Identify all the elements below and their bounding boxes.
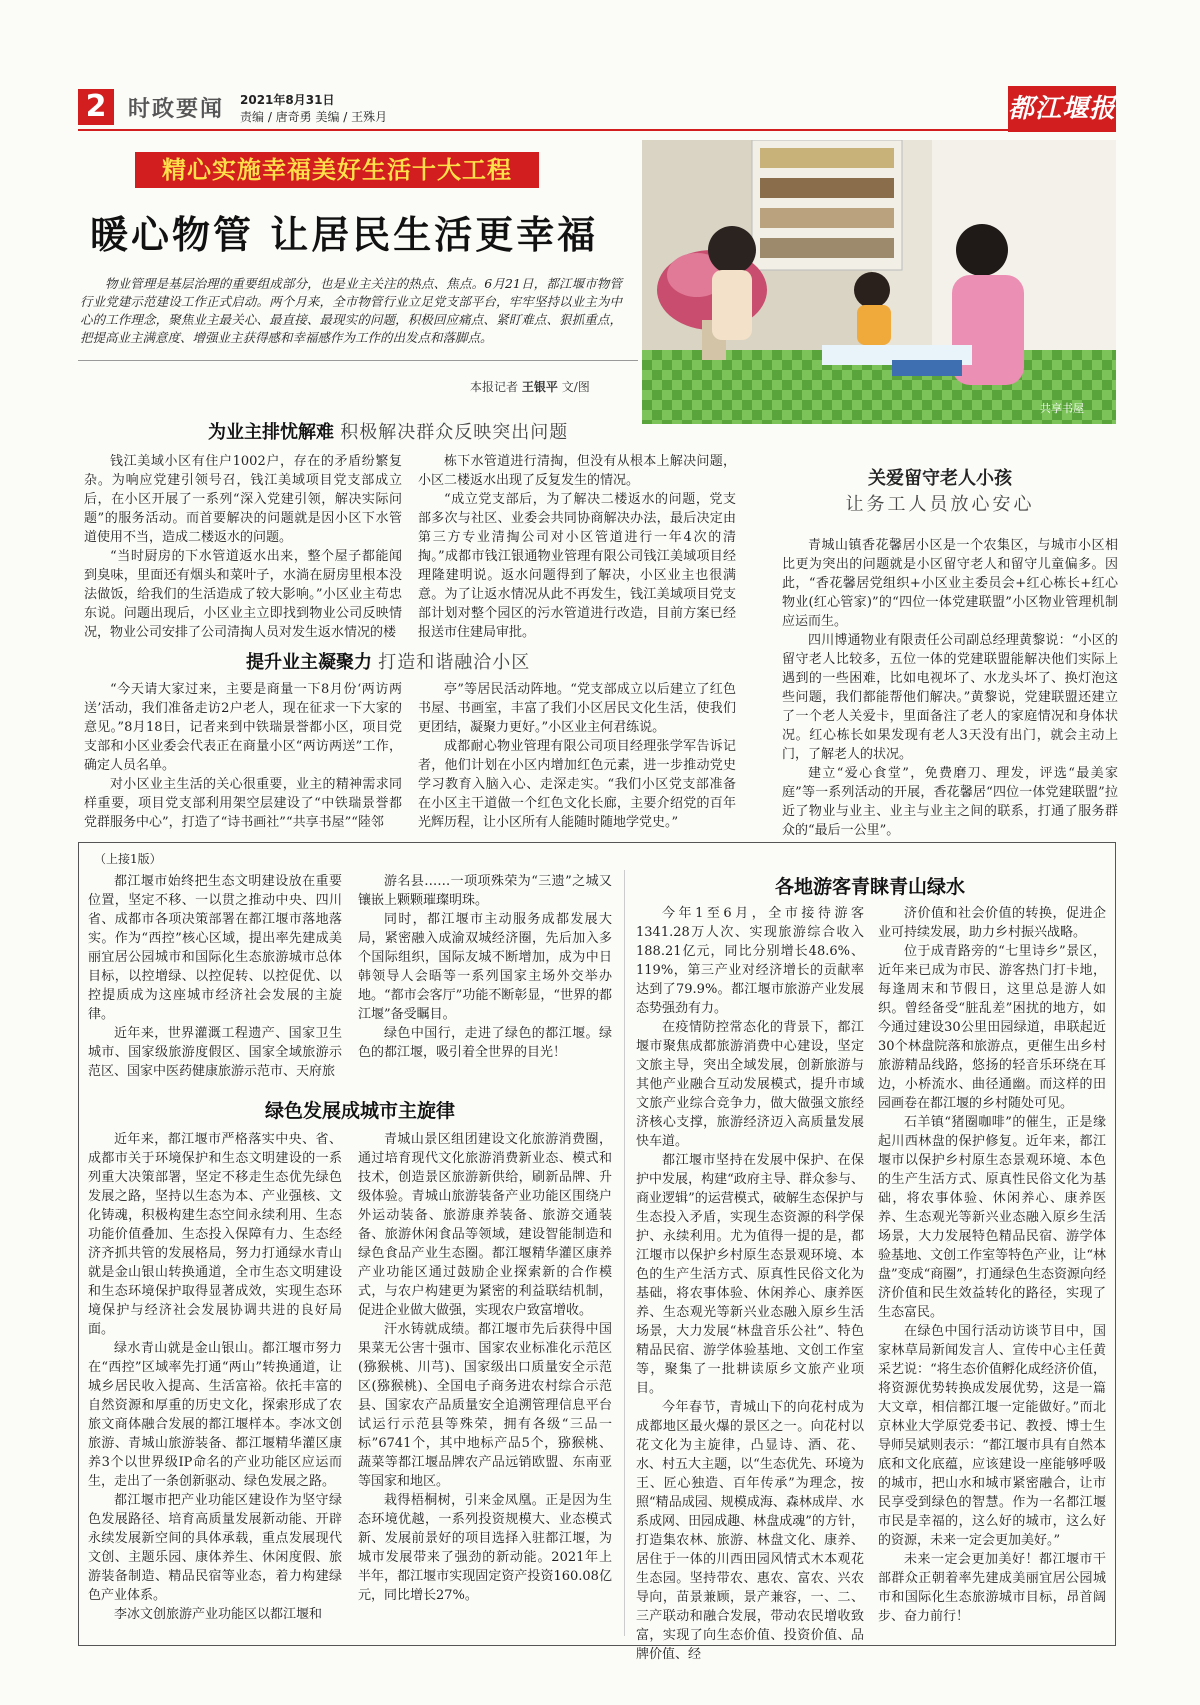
paragraph: 建立“爱心食堂”，免费磨刀、理发，评选“最美家庭”等一系列活动的开展，香花馨居“四位一体党建联盟”拉近了物业与业主、业主与业主之间的联系，打通了服务群众的“最后一公里”。 xyxy=(782,766,1118,838)
paragraph: 今年1至6月，全市接待游客1341.28万人次、实现旅游综合收入188.21亿元，同比分别增长48.6%、119%，第三产业对经济增长的贡献率达到了79.9%。都江堰市旅游产业发展态势强劲有力。 xyxy=(636,906,864,1016)
paragraph: 今年春节，青城山下的向花村成为成都地区最火爆的景区之一。向花村以花文化为主旋律，凸显诗、酒、花、水、村五大主题，以“生态优先、环境为王、匠心独造、百年传承”为理念，按照“精品成园、规模成海、森林成岸、水系成网、田园成趣、林盘成魂”的方针，打造集农林、旅游、林盘文化、康养、居住于一体的川西田园风情式木本观花生态园。坚持带农、惠农、富农、兴农导向，苗景兼顾，景产兼容，一、二、三产联动和融合发展，带动农民增收致富，实现了向生态价值、投资价值、品牌价值、经 xyxy=(636,1400,864,1662)
subhead-cohesion-rest: 打造和谐融洽小区 xyxy=(378,652,531,673)
paragraph: 位于成青路旁的“七里诗乡”景区，近年来已成为市民、游客热门打卡地，每逢周末和节假日，这里总是游人如织。曾经备受“脏乱差”困扰的地方，如今通过建设30公里田园绿道，串联起近30个林盘院落和旅游点，更催生出乡村旅游精品线路，悠扬的轻音乐环绕在耳边，小桥流水、曲径通幽。而这样的田园画卷在都江堰的乡村随处可见。 xyxy=(878,944,1106,1111)
paragraph: 成都耐心物业管理有限公司项目经理张学军告诉记者，他们计划在小区内增加红色元素，进一步推动党史学习教育入脑入心、走深走实。“我们小区党支部准备在小区主干道做一个红色文化长廊，主要介绍党的百年光辉历程，让小区所有人能随时随地学党史。” xyxy=(418,739,736,830)
paragraph: 栽得梧桐树，引来金凤凰。正是因为生态环境优越，一系列投资规模大、业态模式新、发展前景好的项目选择入驻都江堰，为城市发展带来了强劲的新动能。2021年上半年，都江堰市实现固定资产投资160.08亿元，同比增长27%。 xyxy=(358,1493,612,1603)
article-col-2 xyxy=(418,452,736,642)
paragraph: 近年来，世界灌溉工程遗产、国家卫生城市、国家级旅游度假区、国家全域旅游示范区、国家中医药健康旅游示范市、天府旅 xyxy=(88,1026,342,1079)
paragraph: “成立党支部后，为了解决二楼返水的问题，党支部多次与社区、业委会共同协商解决办法，最后决定由第三方专业清掏公司对小区管道进行一年4次的清掏。”成都市钱江银通物业管理有限公司钱江美域项目经理隆建明说。返水问题得到了解决，小区业主也很满意。为了让返水情况从此不再发生，钱江美域项目党支部计划对整个园区的污水管道进行改造，目前方案已经报送市住建局审批。 xyxy=(418,492,736,640)
paragraph: “当时厨房的下水管道返水出来，整个屋子都能闻到臭味，里面还有烟头和菜叶子，水淌在厨房里根本没法做饭，给我们的生活造成了较大影响。”小区业主苟忠东说。问题出现后，小区业主立即找到物业公司反映情况，物业公司安排了公司清掏人员对发生返水情况的楼 xyxy=(84,549,402,640)
sidebar-text xyxy=(782,536,1118,840)
paragraph: 石羊镇“猪圈咖啡”的催生，正是缘起川西林盘的保护修复。近年来，都江堰市以保护乡村原生态景观环境、本色的生产生活方式、原真性民俗文化为基础，将农事体验、休闲养心、康养医养、生态观光等新兴业态融入原乡生活场景，大力发展特色精品民宿、游学体验基地、文创工作室等特色产业，让“林盘”变成“商圈”，打通绿色生态资源向经济价值和民生效益转化的路径，实现了生态富民。 xyxy=(878,1115,1106,1320)
tourism-col-1 xyxy=(636,904,864,1664)
paragraph: 对小区业主生活的关心很重要，业主的精神需求同样重要，项目党支部利用架空层建设了“中铁瑞景誉都党群服务中心”，打造了“诗书画社”“共享书屋”“陸邻 xyxy=(84,777,402,830)
newspaper-logo: 都江堰报 xyxy=(1008,86,1116,132)
paragraph: 都江堰市始终把生态文明建设放在重要位置，坚定不移、一以贯之推动中央、四川省、成都市各项决策部署在都江堰市落地落实。作为“西控”核心区域，提出率先建成美丽宜居公园城市和国际化生态旅游城市总体目标，以控增绿、以控促转、以控促优、以控提质成为这座城市经济社会发展的主旋律。 xyxy=(88,874,342,1022)
paragraph: 绿色中国行，走进了绿色的都江堰。绿色的都江堰，吸引着全世界的目光！ xyxy=(358,1026,612,1060)
paragraph: 亭”等居民活动阵地。“党支部成立以后建立了红色书屋、书画室，丰富了我们小区居民文化生活，使我们更团结，凝聚力更好。”小区业主何君练说。 xyxy=(418,682,736,735)
story-photo xyxy=(642,140,1116,424)
page-number: 2 xyxy=(78,89,114,125)
tourism-headline: 各地游客青睐青山绿水 xyxy=(774,876,965,898)
paragraph: 未来一定会更加美好！都江堰市干部群众正朝着率先建成美丽宜居公园城市和国际化生态旅游城市目标，昂首阔步、奋力前行！ xyxy=(878,1552,1106,1624)
paragraph: 钱江美域小区有住户1002户，存在的矛盾纷繁复杂。为响应党建引领号召，钱江美域项目党支部成立后，在小区开展了一系列“深入党建引领，解决实际问题”的服务活动。而首要解决的问题就是因小区下水管道使用不当，造成二楼返水的问题。 xyxy=(84,454,402,545)
main-headline: 暖心物管 让居民生活更幸福 xyxy=(90,212,599,257)
editor-credits: 责编 / 唐奇勇 美编 / 王殊月 xyxy=(240,110,388,124)
issue-date: 2021年8月31日 xyxy=(240,93,335,107)
intro-col-2 xyxy=(358,872,612,1062)
masthead-rule xyxy=(78,129,1116,131)
intro-col-1 xyxy=(88,872,342,1081)
subhead-solve-problems xyxy=(208,418,568,444)
section-title: 时政要闻 xyxy=(128,97,225,122)
feature-banner: 精心实施幸福美好生活十大工程 xyxy=(135,152,539,188)
column-divider xyxy=(624,870,625,1636)
byline-suffix: 文/图 xyxy=(561,380,590,394)
subhead-cohesion-main: 提升业主凝聚力 xyxy=(246,652,372,673)
green-col-1 xyxy=(88,1130,342,1624)
paragraph: 近年来，都江堰市严格落实中央、省、成都市关于环境保护和生态文明建设的一系列重大决策部署，坚定不移走生态优先绿色发展之路，坚持以生态为本、产业强核、文化铸魂，积极构建生态空间永续利用、生态功能价值叠加、生态投入保障有力、生态经济齐抓共管的发展格局，努力打通绿水青山就是金山银山转换通道，全市生态文明建设和生态环境保护取得显著成效，实现生态环境保护与经济社会发展协调共进的良好局面。 xyxy=(88,1132,342,1337)
byline-prefix: 本报记者 xyxy=(470,380,519,394)
tourism-col-2 xyxy=(878,904,1106,1626)
paragraph: 李冰文创旅游产业功能区以都江堰和 xyxy=(114,1607,323,1622)
article-col-1 xyxy=(84,452,402,642)
paragraph: 汗水铸就成绩。都江堰市先后获得中国果菜无公害十强市、国家农业标准化示范区(猕猴桃、川芎)、国家级出口质量安全示范区(猕猴桃)、全国电子商务进农村综合示范县、国家农产品质量安全追溯管理信息平台试运行示范县等殊荣，拥有各级“三品一标”6741个，其中地标产品5个，猕猴桃、蔬菜等都江堰品牌农产品远销欧盟、东南亚等国家和地区。 xyxy=(358,1322,612,1489)
byline xyxy=(470,378,590,395)
lead-paragraph: 物业管理是基层治理的重要组成部分，也是业主关注的热点、焦点。6月21日，都江堰市物管行业党建示范建设工作正式启动。两个月来，全市物管行业立足党支部平台，牢牢坚持以业主为中心的工作理念，聚焦业主最关心、最直接、最现实的问题，积极回应痛点、紧盯难点、狠抓重点，把提高业主满意度、增强业主获得感和幸福感作为工作的出发点和落脚点。 xyxy=(80,276,622,345)
paragraph: “今天请大家过来，主要是商量一下8月份‘两访两送’活动，我们准备走访2户老人，现在征求一下大家的意见。”8月18日，记者来到中铁瑞景誉都小区，项目党支部和小区业委会代表正在商量小区“两访两送”工作，确定人员名单。 xyxy=(84,682,402,773)
paragraph: 栋下水管道进行清掏，但没有从根本上解决问题，小区二楼返水出现了反复发生的情况。 xyxy=(418,454,736,488)
paragraph: 济价值和社会价值的转换，促进企业可持续发展，助力乡村振兴战略。 xyxy=(878,906,1106,940)
reading-room-illustration xyxy=(642,140,1116,424)
byline-author: 王银平 xyxy=(521,380,558,394)
article-col-3 xyxy=(84,680,402,832)
subhead-solve-main: 为业主排忧解难 xyxy=(208,422,334,443)
paragraph: 青城山景区组团建设文化旅游消费圈，通过培育现代文化旅游消费新业态、模式和技术，创造景区旅游新供给，刷新品牌、升级体验。青城山旅游装备产业功能区围绕户外运动装备、旅游康养装备、旅游交通装备、旅游休闲食品等领域，建设智能制造和绿色食品产业生态圈。都江堰精华灌区康养产业功能区通过鼓励企业探索新的合作模式，与农户构建更为紧密的利益联结机制，促进企业做大做强，实现农户致富增收。 xyxy=(358,1132,612,1318)
photo-caption: 共享书屋 xyxy=(1040,402,1084,415)
paragraph: 四川博通物业有限责任公司副总经理黄黎说：“小区的留守老人比较多，五位一体的党建联盟能解决他们实际上遇到的一些困难，比如电视坏了、水龙头坏了、换灯泡这些问题，我们都能帮他们解决。”黄黎说，党建联盟还建立了一个老人关爱卡，里面备注了老人的家庭情况和身体状况。红心栋长如果发现有老人3天没有出门，就会主动上门，了解老人的状况。 xyxy=(782,633,1118,762)
paragraph: 同时，都江堰市主动服务成都发展大局，紧密融入成渝双城经济圈，先后加入多个国际组织，国际友城不断增加，成为中日韩领导人会晤等一系列国家主场外交举办地。“都市会客厅”功能不断彰显，“世界的都江堰”备受瞩目。 xyxy=(358,912,612,1022)
paragraph: 都江堰市把产业功能区建设作为坚守绿色发展路径、培育高质量发展新动能、开辟永续发展新空间的具体承载，重点发展现代文创、主题乐园、康体养生、休闲度假、旅游装备制造、精品民宿等业态，着力构建绿色产业体系。 xyxy=(88,1493,342,1603)
article-col-4 xyxy=(418,680,736,832)
subhead-cohesion xyxy=(246,648,530,674)
lead-divider xyxy=(78,360,638,361)
green-col-2 xyxy=(358,1130,612,1605)
paragraph: 游名县……一项项殊荣为“三遗”之城又镶嵌上颗颗璀璨明珠。 xyxy=(358,874,612,908)
green-development-headline: 绿色发展成城市主旋律 xyxy=(264,1100,455,1122)
paragraph: 青城山镇香花馨居小区是一个农集区，与城市小区相比更为突出的问题就是小区留守老人和留守儿童偏多。因此，“香花馨居党组织+小区业主委员会+红心栋长+红心物业(红心管家)”的“四位一体党建联盟”小区物业管理机制应运而生。 xyxy=(782,538,1118,629)
sidebar-subheadline: 让务工人员放心安心 xyxy=(845,494,1035,515)
subhead-solve-rest: 积极解决群众反映突出问题 xyxy=(340,422,569,443)
paragraph: 绿水青山就是金山银山。都江堰市努力在“西控”区域率先打通“两山”转换通道，让城乡居民收入提高、生活富裕。依托丰富的自然资源和厚重的历史文化，探索形成了农旅文商体融合发展的都江堰样本。李冰文创旅游、青城山旅游装备、都江堰精华灌区康养3个以世界级IP命名的产业功能区应运而生，走出了一条创新驱动、绿色发展之路。 xyxy=(88,1341,342,1489)
paragraph: 都江堰市坚持在发展中保护、在保护中发展，构建“政府主导、群众参与、商业逻辑”的运营模式，破解生态保护与生态投入矛盾，实现生态资源的科学保护、永续利用。尤为值得一提的是，都江堰市以保护乡村原生态景观环境、本色的生产生活方式、原真性民俗文化为基础，将农事体验、休闲养心、康养医养、生态观光等新兴业态融入原乡生活场景，大力发展“林盘音乐公社”、特色精品民宿、游学体验基地、文创工作室等，聚集了一批耕读原乡文旅产业项目。 xyxy=(636,1153,864,1396)
paragraph: 在绿色中国行活动访谈节目中，国家林草局新闻发言人、宣传中心主任黄采艺说：“将生态价值孵化成经济价值，将资源优势转换成发展优势，这是一篇大文章，相信都江堰一定能做好。”而北京林业大学原党委书记、教授、博士生导师吴斌则表示：“都江堰市具有自然本底和文化底蕴，应该建设一座能够呼吸的城市，把山水和城市紧密融合，让市民享受到绿色的智慧。作为一名都江堰市民是幸福的，这么好的城市，这么好的资源，未来一定会更加美好。” xyxy=(878,1324,1106,1548)
paragraph: 在疫情防控常态化的背景下，都江堰市聚焦成都旅游消费中心建设，坚定文旅主导，突出全域发展，创新旅游与其他产业融合互动发展模式，提升市域文旅产业综合竞争力，做大做强文旅经济核心支撑，旅游经济迈入高质量发展快车道。 xyxy=(636,1020,864,1149)
sidebar-headline: 关爱留守老人小孩 xyxy=(868,468,1012,489)
continued-from-label: （上接1版） xyxy=(94,852,162,866)
